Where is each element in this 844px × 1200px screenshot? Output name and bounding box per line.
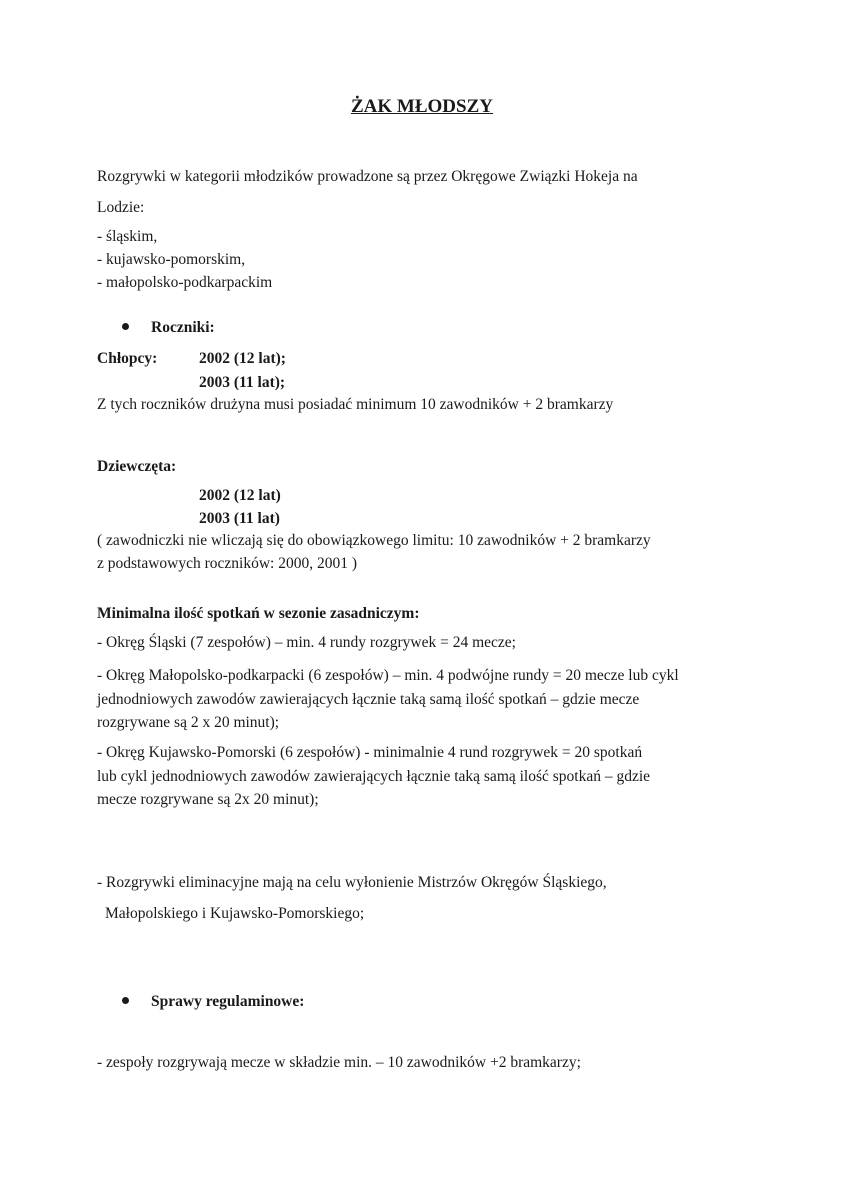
match-rule-malopolski-line: jednodniowych zawodów zawierających łącznie taką samą ilość spotkań – gdzie mecze <box>97 691 640 708</box>
elim-line: Małopolskiego i Kujawsko-Pomorskiego; <box>105 905 365 922</box>
sprawy-heading <box>122 992 304 1012</box>
list-item: - małopolsko-podkarpackim <box>97 274 273 291</box>
sprawy-heading-text: Sprawy regulaminowe: <box>151 993 305 1010</box>
match-rule-kujawski-line: - Okręg Kujawsko-Pomorski (6 zespołów) - minimalnie 4 rund rozgrywek = 20 spotkań <box>97 744 643 761</box>
sprawy-rule: - zespoły rozgrywają mecze w składzie min. – 10 zawodników +2 bramkarzy; <box>97 1054 581 1071</box>
roczniki-heading-text: Roczniki: <box>151 319 215 336</box>
girls-year: 2003 (11 lat) <box>199 510 280 527</box>
intro-line-1: Rozgrywki w kategorii młodzików prowadzone są przez Okręgowe Związki Hokeja na <box>97 168 638 185</box>
girls-year: 2002 (12 lat) <box>199 487 281 504</box>
girls-note-2: z podstawowych roczników: 2000, 2001 ) <box>97 555 358 572</box>
boys-note: Z tych roczników drużyna musi posiadać minimum 10 zawodników + 2 bramkarzy <box>97 396 614 413</box>
page-title: ŻAK MŁODSZY <box>351 96 493 117</box>
match-rule-malopolski-line: rozgrywane są 2 x 20 minut); <box>97 714 280 731</box>
boys-label: Chłopcy: <box>97 350 158 367</box>
elim-line: - Rozgrywki eliminacyjne mają na celu wyłonienie Mistrzów Okręgów Śląskiego, <box>97 874 607 891</box>
roczniki-heading <box>122 318 215 338</box>
list-item: - śląskim, <box>97 228 158 245</box>
boys-year: 2002 (12 lat); <box>199 350 286 367</box>
bullet-icon <box>122 323 129 330</box>
intro-line-2: Lodzie: <box>97 199 145 216</box>
match-rule-malopolski-line: - Okręg Małopolsko-podkarpacki (6 zespołów) – min. 4 podwójne rundy = 20 mecze lub cykl <box>97 667 679 684</box>
matches-heading: Minimalna ilość spotkań w sezonie zasadniczym: <box>97 605 420 622</box>
match-rule-kujawski-line: mecze rozgrywane są 2x 20 minut); <box>97 791 319 808</box>
list-item: - kujawsko-pomorskim, <box>97 251 246 268</box>
match-rule-kujawski-line: lub cykl jednodniowych zawodów zawierających łącznie taką samą ilość spotkań – gdzie <box>97 768 651 785</box>
girls-label: Dziewczęta: <box>97 458 177 475</box>
match-rule-slaski: - Okręg Śląski (7 zespołów) – min. 4 rundy rozgrywek = 24 mecze; <box>97 634 516 651</box>
bullet-icon <box>122 997 129 1004</box>
girls-note-1: ( zawodniczki nie wliczają się do obowiązkowego limitu: 10 zawodników + 2 bramkarzy <box>97 532 651 549</box>
boys-year: 2003 (11 lat); <box>199 374 286 391</box>
